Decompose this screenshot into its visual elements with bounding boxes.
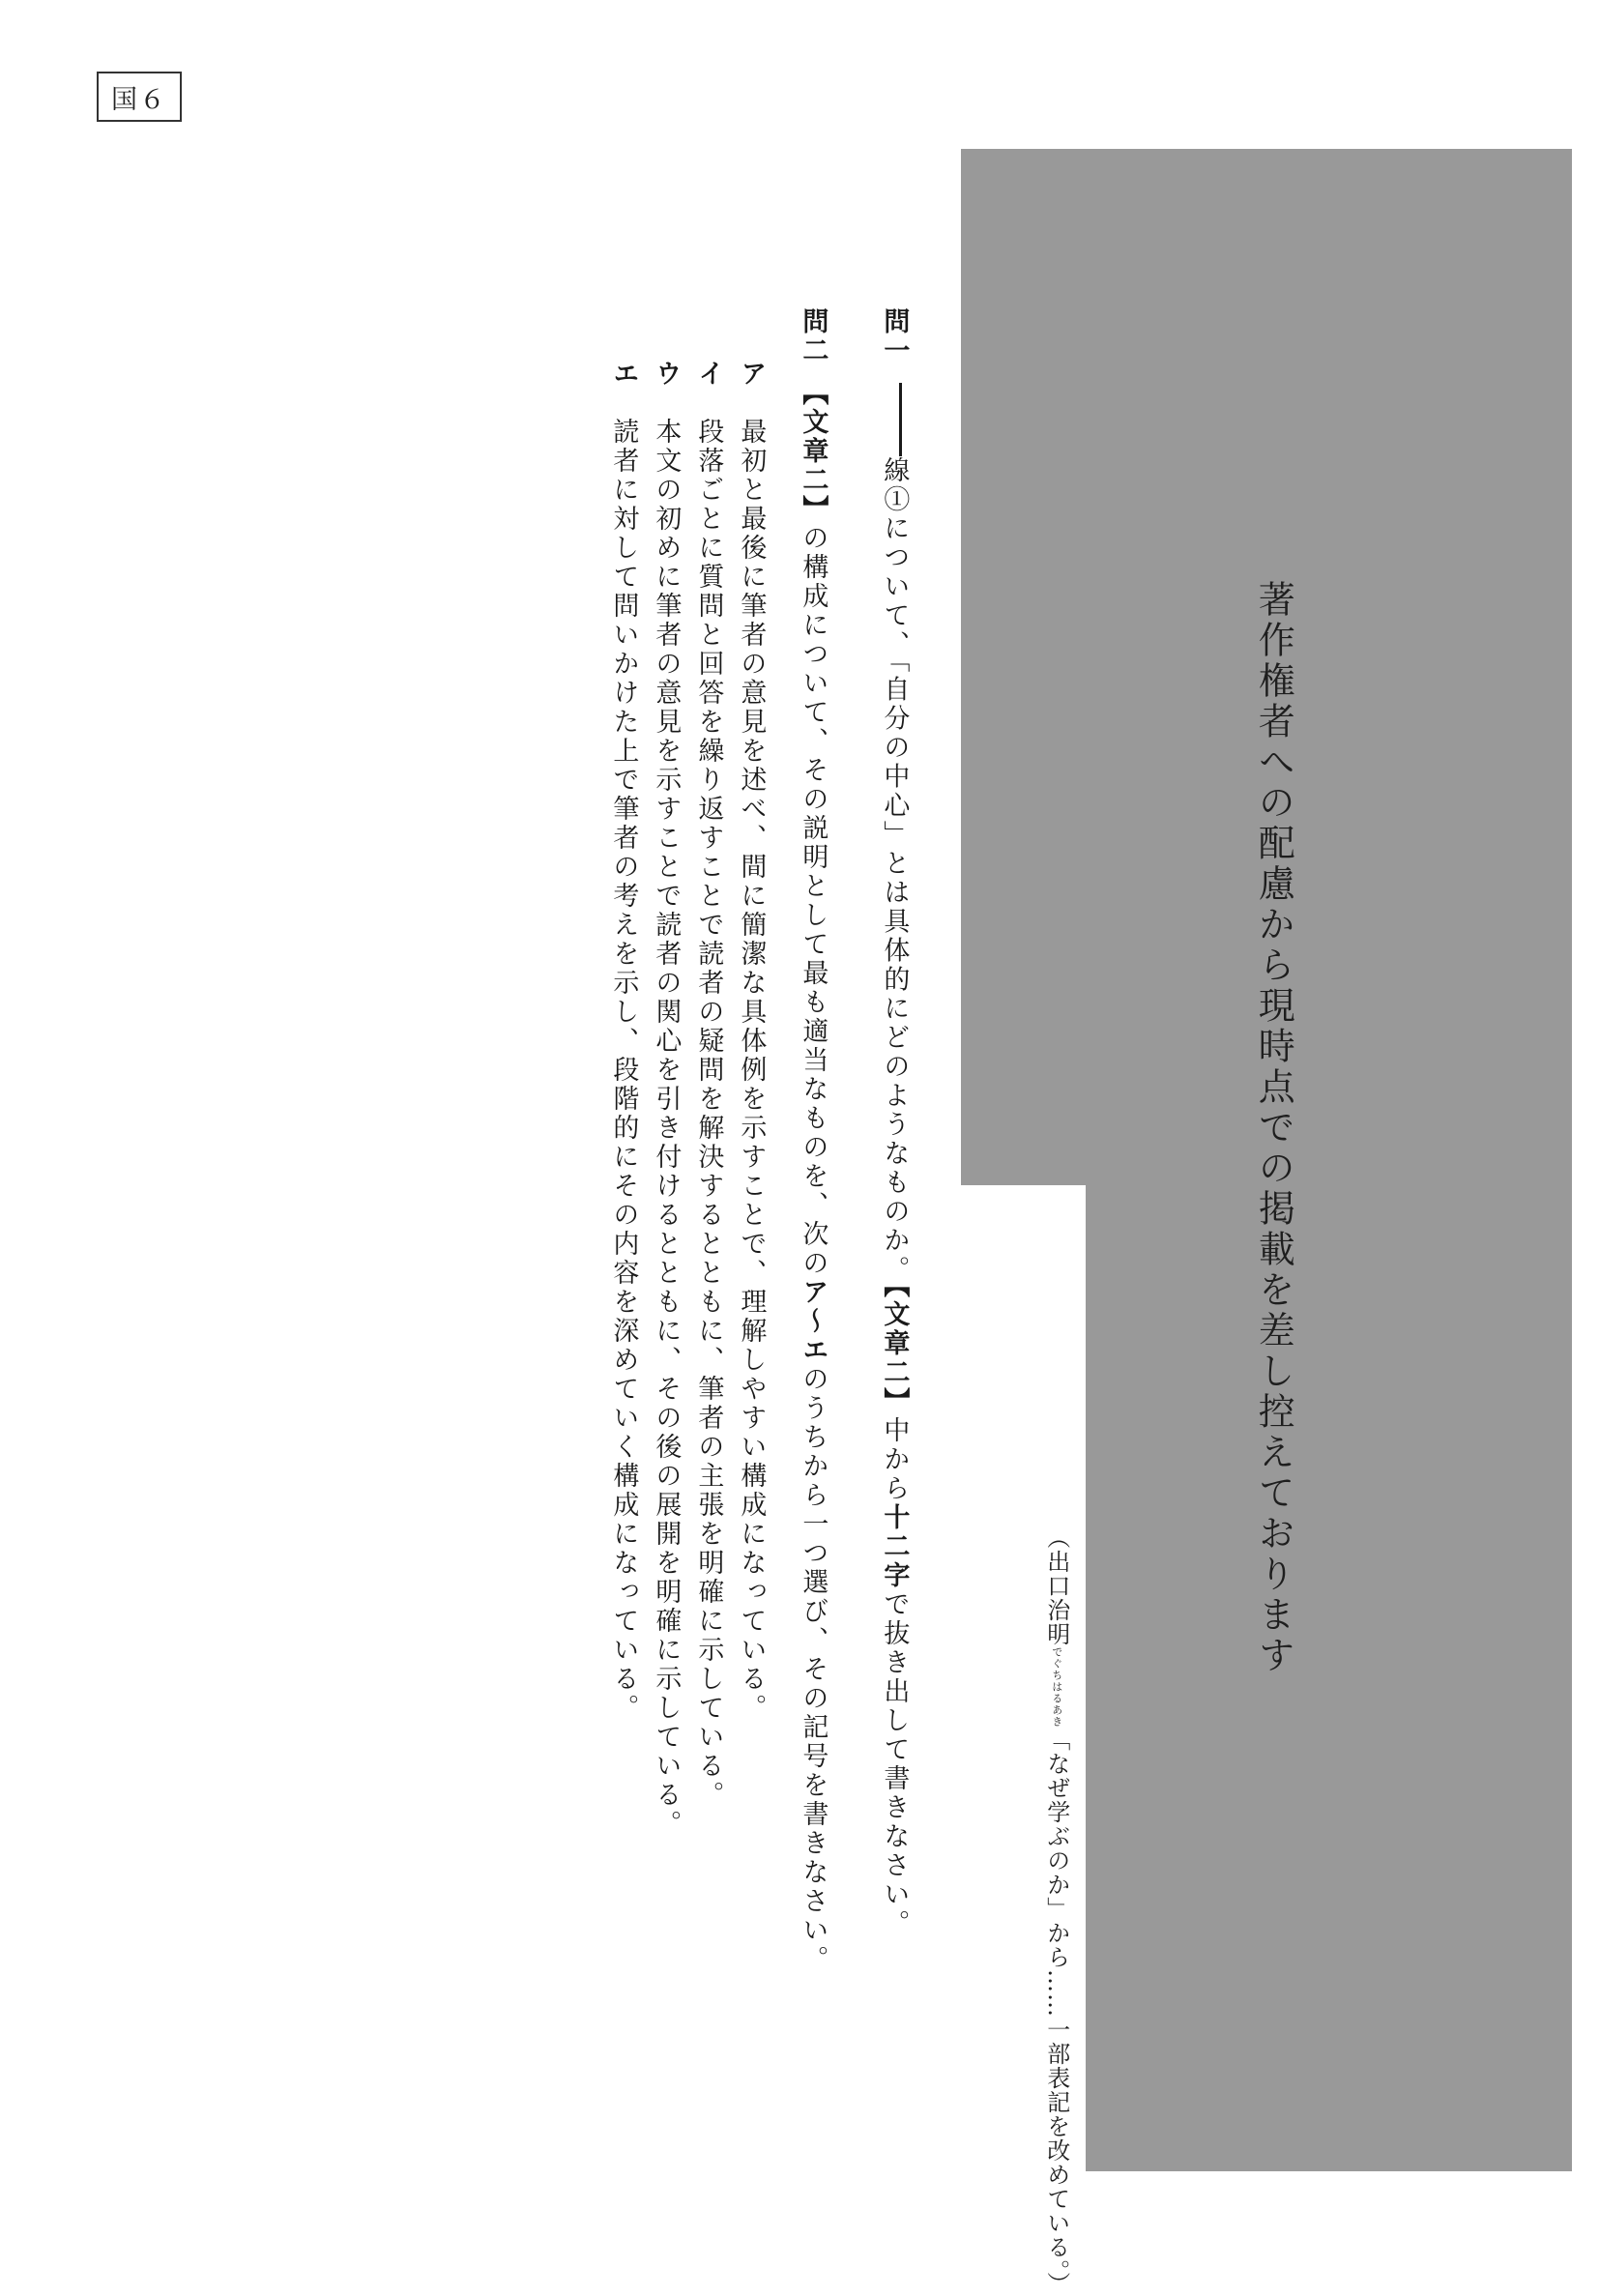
- option-a-key: ア: [736, 360, 767, 389]
- question-1-passage-ref: 【文章二】: [879, 1284, 910, 1416]
- source-open-paren: （: [1042, 1526, 1070, 1550]
- question-1-text-c: で抜き出して書きなさい。: [879, 1590, 910, 1938]
- source-author-ruby: でぐちはるあき: [1050, 1646, 1063, 1728]
- option-u-key: ウ: [651, 360, 682, 389]
- question-2-text-b: のうちから一つ選び、その記号を書きなさい。: [798, 1365, 829, 1974]
- option-i-key: イ: [693, 360, 724, 389]
- option-e: [607, 360, 638, 1723]
- source-title: 「なぜ学ぶのか」: [1042, 1728, 1070, 1921]
- question-2-label: 問二: [798, 307, 829, 365]
- option-a: [735, 360, 766, 1723]
- option-i: [692, 360, 723, 1810]
- question-2-text-a: の構成について、その説明として最も適当なものを、次の: [798, 524, 829, 1278]
- source-note: 一部表記を改めている。）: [1042, 2018, 1070, 2296]
- question-1-underline: [899, 383, 902, 456]
- redaction-block-lower: [1086, 1185, 1572, 2171]
- option-e-key: エ: [608, 360, 639, 389]
- option-a-text: 最初と最後に筆者の意見を述べ、間に簡潔な具体例を示すことで、理解しやすい構成になっている。: [736, 418, 767, 1723]
- question-1-text-b: 中から: [879, 1416, 910, 1503]
- question-1-text-a: 線①について、「自分の中心」とは具体的にどのようなものか。: [879, 456, 910, 1285]
- question-1-char-count: 十二字: [879, 1503, 910, 1590]
- source-from: から……: [1042, 1921, 1070, 2018]
- source-author: [1043, 1550, 1070, 1728]
- source-author-name: 出口治明: [1042, 1550, 1070, 1646]
- page-number-badge: 国６: [97, 72, 182, 122]
- redaction-notice: 著作権者への配慮から現時点での掲載を差し控えております: [1252, 580, 1295, 1676]
- source-citation: [1042, 1526, 1070, 2296]
- question-1: [878, 307, 909, 1938]
- option-u-text: 本文の初めに筆者の意見を示すことで読者の関心を引き付けるとともに、その後の展開を明確に示している。: [651, 418, 682, 1839]
- question-2: [797, 307, 828, 1974]
- option-e-text: 読者に対して問いかけた上で筆者の考えを示し、段階的にその内容を深めていく構成になっている。: [608, 418, 639, 1723]
- question-1-label: 問一: [879, 307, 910, 365]
- option-i-text: 段落ごとに質問と回答を繰り返すことで読者の疑問を解決するとともに、筆者の主張を明確に示している。: [693, 418, 724, 1810]
- question-2-passage-ref: 【文章二】: [798, 379, 829, 524]
- question-2-choice-range: ア～エ: [798, 1278, 829, 1365]
- option-u: [650, 360, 681, 1839]
